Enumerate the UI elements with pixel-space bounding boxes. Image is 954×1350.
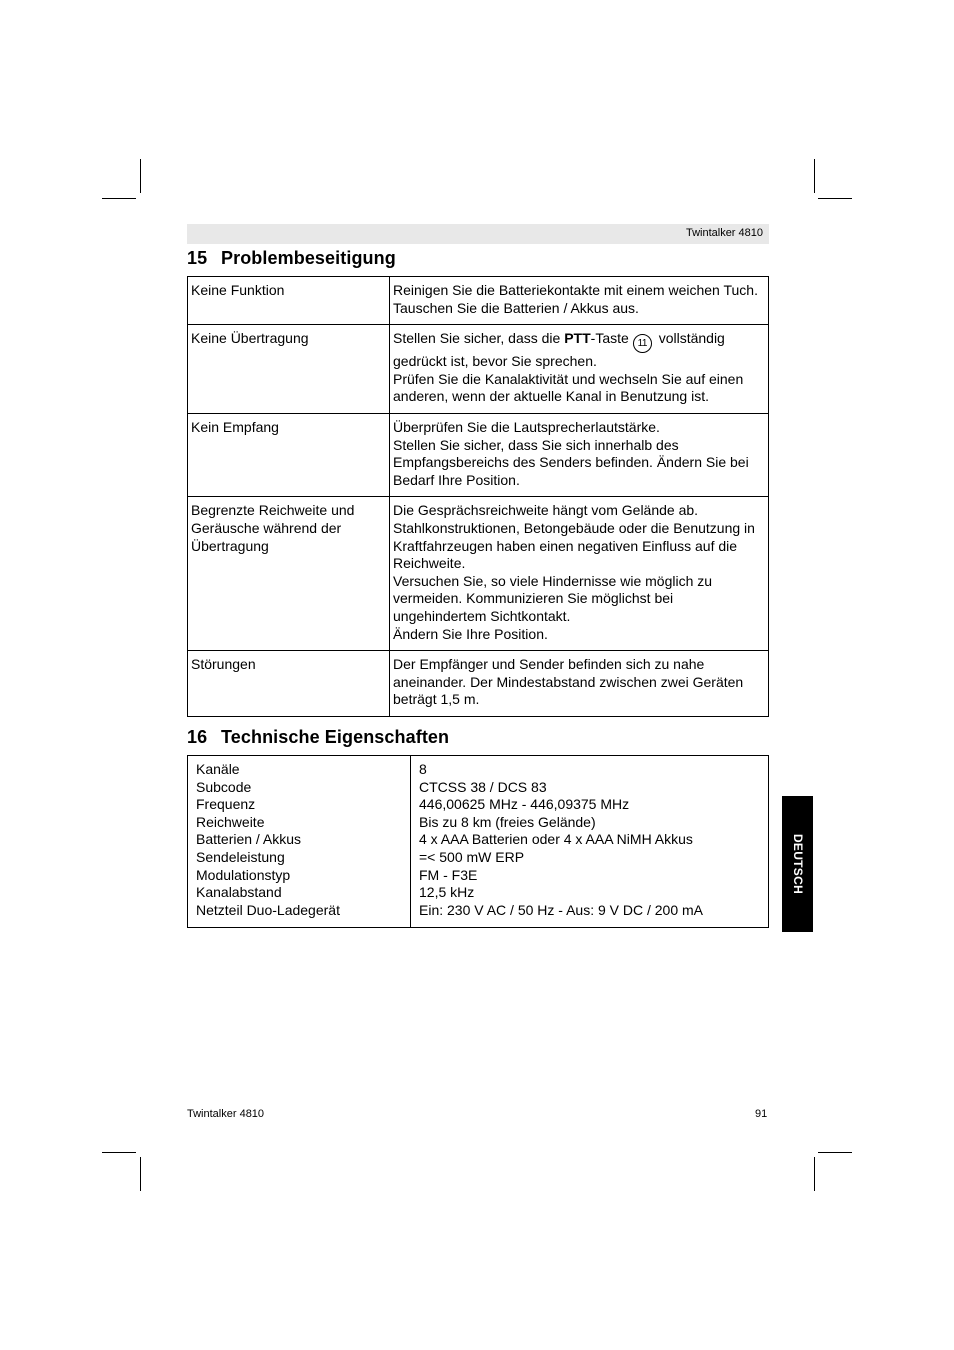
problem-cell: Keine Funktion	[188, 277, 390, 325]
spec-label: Sendeleistung	[196, 848, 285, 865]
solution-line: Empfangsbereichs des Senders befinden. Ändern Sie bei	[393, 454, 749, 471]
section-number: 16	[187, 727, 208, 747]
solution-line: Prüfen Sie die Kanalaktivität und wechseln Sie auf einen	[393, 370, 744, 387]
table-row	[188, 413, 769, 496]
solution-line: Ändern Sie Ihre Position.	[393, 625, 548, 642]
spec-value: =< 500 mW ERP	[419, 848, 525, 865]
solution-text: -Taste	[590, 330, 629, 347]
spec-value: CTCSS 38 / DCS 83	[419, 778, 547, 795]
table-row	[188, 497, 769, 651]
spec-values-cell	[411, 756, 769, 928]
section-15-heading	[187, 248, 396, 269]
specifications-table	[187, 755, 769, 928]
problem-cell: Kein Empfang	[188, 413, 390, 496]
spec-label: Frequenz	[196, 796, 256, 813]
problem-line: Übertragung	[191, 537, 269, 554]
solution-cell	[390, 651, 769, 717]
crop-mark	[814, 159, 815, 193]
spec-value: 12,5 kHz	[419, 884, 475, 901]
solution-line: Kraftfahrzeugen haben einen negativen Einfluss auf die	[393, 537, 738, 554]
ptt-key-label: PTT	[564, 330, 591, 347]
spec-value: 4 x AAA Batterien oder 4 x AAA NiMH Akkus	[419, 831, 693, 848]
problem-cell	[188, 497, 390, 651]
table-row	[188, 651, 769, 717]
running-header-title: Twintalker 4810	[685, 227, 763, 239]
spec-label: Modulationstyp	[196, 866, 291, 883]
spec-label: Kanalabstand	[196, 884, 282, 901]
solution-line: gedrückt ist, bevor Sie sprechen.	[393, 353, 597, 370]
solution-line: beträgt 1,5 m.	[393, 691, 480, 708]
problem-line: Geräusche während der	[191, 519, 342, 536]
solution-text: vollständig	[658, 330, 725, 347]
section-16-heading	[187, 727, 449, 748]
crop-mark	[818, 198, 852, 199]
spec-value: Bis zu 8 km (freies Gelände)	[419, 813, 596, 830]
section-title: Problembeseitigung	[221, 248, 396, 268]
page-number: 91	[755, 1108, 768, 1120]
language-tab-label: DEUTSCH	[790, 833, 805, 895]
solution-text: Stellen Sie sicher, dass die	[393, 330, 565, 347]
section-title: Technische Eigenschaften	[221, 727, 450, 747]
problem-line: Begrenzte Reichweite und	[191, 502, 355, 519]
troubleshooting-table	[187, 276, 769, 717]
solution-line: anderen, wenn der aktuelle Kanal in Benutzung ist.	[393, 388, 709, 405]
solution-line: Bedarf Ihre Position.	[393, 471, 520, 488]
solution-line: Tauschen Sie die Batterien / Akkus aus.	[393, 299, 639, 316]
table-row	[188, 756, 769, 928]
crop-mark	[102, 198, 136, 199]
table-row	[188, 325, 769, 414]
spec-label: Subcode	[196, 778, 252, 795]
solution-cell	[390, 277, 769, 325]
solution-line: aneinander. Der Mindestabstand zwischen zwei Geräten	[393, 673, 744, 690]
solution-line: Stahlkonstruktionen, Betongebäude oder die Benutzung in	[393, 519, 755, 536]
solution-line: Die Gesprächsreichweite hängt vom Gelände ab.	[393, 502, 699, 519]
solution-cell	[390, 325, 769, 414]
spec-value: Ein: 230 V AC / 50 Hz - Aus: 9 V DC / 200 mA	[419, 901, 704, 918]
solution-line: Reinigen Sie die Batteriekontakte mit einem weichen Tuch.	[393, 282, 758, 298]
solution-line: Der Empfänger und Sender befinden sich zu nahe	[393, 656, 705, 673]
spec-value: 446,00625 MHz - 446,09375 MHz	[419, 796, 630, 813]
spec-label: Netzteil Duo-Ladegerät	[196, 901, 340, 918]
spec-value: 8	[419, 761, 427, 777]
problem-cell: Störungen	[188, 651, 390, 717]
crop-mark	[818, 1152, 852, 1153]
crop-mark	[102, 1152, 136, 1153]
running-header	[187, 224, 769, 244]
problem-cell: Keine Übertragung	[188, 325, 390, 414]
solution-line: ungehindertem Sichtkontakt.	[393, 607, 571, 624]
section-number: 15	[187, 248, 208, 268]
crop-mark	[140, 159, 141, 193]
crop-mark	[140, 1157, 141, 1191]
spec-label: Reichweite	[196, 813, 265, 830]
solution-line: Stellen Sie sicher, dass Sie sich innerhalb des	[393, 436, 679, 453]
solution-line: Überprüfen Sie die Lautsprecherlautstärke.	[393, 418, 660, 435]
table-row	[188, 277, 769, 325]
spec-label: Batterien / Akkus	[196, 831, 302, 848]
callout-number-icon: 11	[633, 334, 652, 353]
solution-cell	[390, 413, 769, 496]
spec-label: Kanäle	[196, 761, 240, 777]
solution-line: Versuchen Sie, so viele Hindernisse wie möglich zu	[393, 572, 713, 589]
solution-line	[393, 330, 765, 353]
solution-line: vermeiden. Kommunizieren Sie möglichst bei	[393, 590, 674, 607]
language-tab	[782, 796, 813, 932]
footer-product: Twintalker 4810	[187, 1108, 265, 1120]
solution-line: Reichweite.	[393, 555, 466, 572]
solution-cell	[390, 497, 769, 651]
spec-labels-cell	[188, 756, 411, 928]
crop-mark	[814, 1157, 815, 1191]
spec-value: FM - F3E	[419, 866, 478, 883]
